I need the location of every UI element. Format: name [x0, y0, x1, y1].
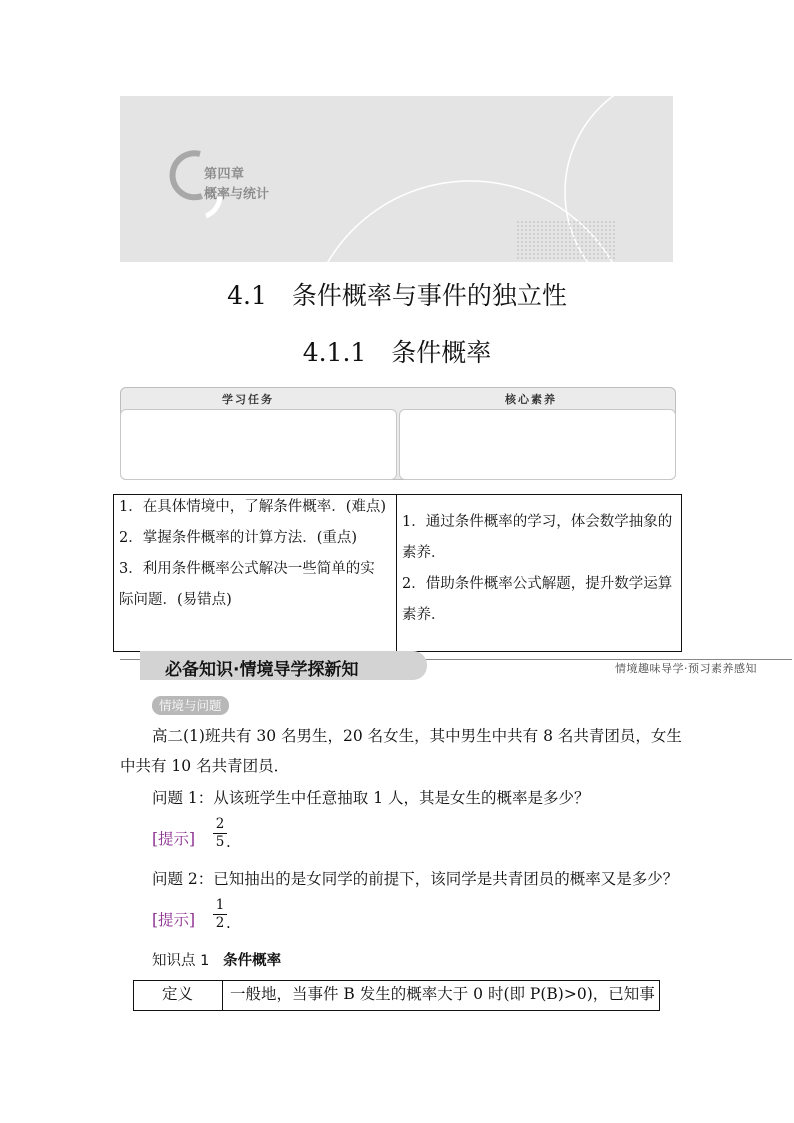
fraction-denominator: 5	[215, 834, 225, 850]
hint-1-period: .	[226, 833, 231, 851]
learning-task-item: 1．在具体情境中，了解条件概率．(难点)	[119, 499, 387, 515]
question-1: 问题 1：从该班学生中任意抽取 1 人，其是女生的概率是多少？	[152, 789, 590, 807]
tasks-header-cell-right	[399, 409, 676, 480]
question-2: 问题 2：已知抽出的是女同学的前提下，该同学是共青团员的概率又是多少？	[152, 870, 679, 888]
hint-2-label: [提示]	[152, 911, 196, 929]
subsection-title: 4.1.1 条件概率	[302, 338, 492, 367]
hint-1-label: [提示]	[152, 830, 196, 848]
section-banner-subtitle: 情境趣味导学·预习素养感知	[615, 662, 757, 675]
learning-tasks-list	[119, 492, 389, 616]
definition-table-divider	[222, 980, 223, 1011]
chapter-title: 概率与统计	[204, 187, 270, 202]
hint-2-period: .	[226, 914, 231, 932]
tasks-header-left: 学习任务	[222, 393, 274, 406]
chapter-number: 第四章	[204, 167, 245, 182]
core-literacy-item: 2．借助条件概率公式解题，提升数学运算素养．	[402, 576, 673, 623]
learning-task-item: 3．利用条件概率公式解决一些简单的实际问题．(易错点)	[119, 561, 375, 608]
knowledge-point-label: 知识点 1	[152, 953, 210, 969]
tasks-header-right: 核心素养	[505, 393, 557, 406]
tasks-header-cell-left	[120, 409, 397, 480]
banner-decoration	[120, 96, 673, 262]
hint-2-fraction	[213, 898, 227, 931]
knowledge-point-title	[152, 949, 281, 970]
core-literacy-item: 1．通过条件概率的学习，体会数学抽象的素养．	[402, 514, 673, 561]
fraction-numerator: 2	[215, 816, 225, 832]
knowledge-point-name: 条件概率	[223, 953, 282, 969]
tasks-table-divider	[396, 494, 397, 652]
situation-tag: 情境与问题	[152, 696, 229, 715]
fraction-numerator: 1	[215, 897, 225, 913]
situation-paragraph-line1: 高二(1)班共有 30 名男生，20 名女生，其中男生中共有 8 名共青团员，女生	[152, 727, 682, 745]
definition-label: 定义	[161, 985, 193, 1003]
dot-pattern	[515, 221, 615, 261]
hint-1-fraction	[213, 817, 227, 850]
learning-task-item: 2．掌握条件概率的计算方法．(重点)	[119, 530, 358, 546]
section-title: 4.1 条件概率与事件的独立性	[227, 281, 567, 310]
chapter-banner	[120, 96, 673, 262]
fraction-denominator: 2	[215, 915, 225, 931]
situation-paragraph-line2: 中共有 10 名共青团员．	[120, 757, 290, 775]
core-literacy-list	[402, 507, 674, 631]
definition-text: 一般地，当事件 B 发生的概率大于 0 时(即 P(B)>0)，已知事	[230, 985, 655, 1003]
section-banner-title: 必备知识·情境导学探新知	[165, 660, 359, 680]
